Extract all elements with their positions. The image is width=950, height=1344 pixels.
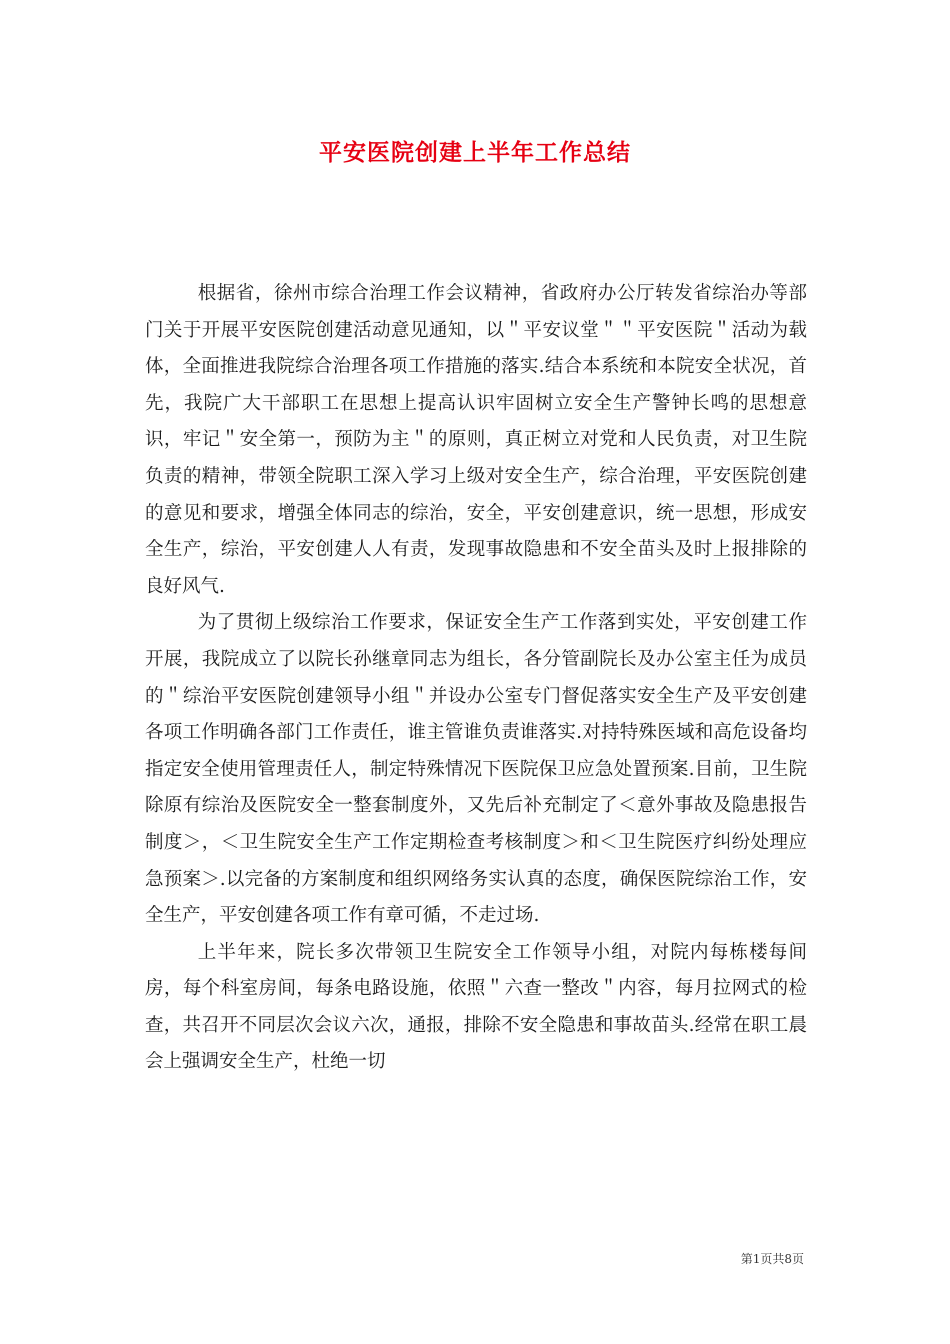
document-title: 平安医院创建上半年工作总结 [319,139,631,166]
page-number: 第1页共8页 [740,1252,804,1266]
paragraph-3: 上半年来，院长多次带领卫生院安全工作领导小组，对院内每栋楼每间房，每个科室房间，每条电路设施，依照＂六查一整改＂内容，每月拉网式的检查，共召开不同层次会议六次，通报，排除不安全隐患和事故苗头.经常在职工晨会上强调安全生产，杜绝一切 [145,941,807,1073]
paragraph-1: 根据省，徐州市综合治理工作会议精神，省政府办公厅转发省综治办等部门关于开展平安医院创建活动意见通知，以＂平安议堂＂＂平安医院＂活动为载体，全面推进我院综合治理各项工作措施的落实.结合本系统和本院安全状况，首先，我院广大干部职工在思想上提高认识牢固树立安全生产警钟长鸣的思想意识，牢记＂安全第一，预防为主＂的原则，真正树立对党和人民负责，对卫生院负责的精神，带领全院职工深入学习上级对安全生产，综合治理，平安医院创建的意见和要求，增强全体同志的综治，安全，平安创建意识，统一思想，形成安全生产，综治，平安创建人人有责，发现事故隐患和不安全苗头及时上报排除的良好风气. [145,283,807,597]
document-body [145,276,807,1081]
paragraph-2: 为了贯彻上级综治工作要求，保证安全生产工作落到实处，平安创建工作开展，我院成立了以院长孙继章同志为组长，各分管副院长及办公室主任为成员的＂综治平安医院创建领导小组＂并设办公室专门督促落实安全生产及平安创建各项工作明确各部门工作责任，谁主管谁负责谁落实.对持特殊医域和高危设备均指定安全使用管理责任人，制定特殊情况下医院保卫应急处置预案.目前，卫生院除原有综治及医院安全一整套制度外，又先后补充制定了＜意外事故及隐患报告制度＞，＜卫生院安全生产工作定期检查考核制度＞和＜卫生院医疗纠纷处理应急预案＞.以完备的方案制度和组织网络务实认真的态度，确保医院综治工作，安全生产，平安创建各项工作有章可循，不走过场. [145,612,807,927]
